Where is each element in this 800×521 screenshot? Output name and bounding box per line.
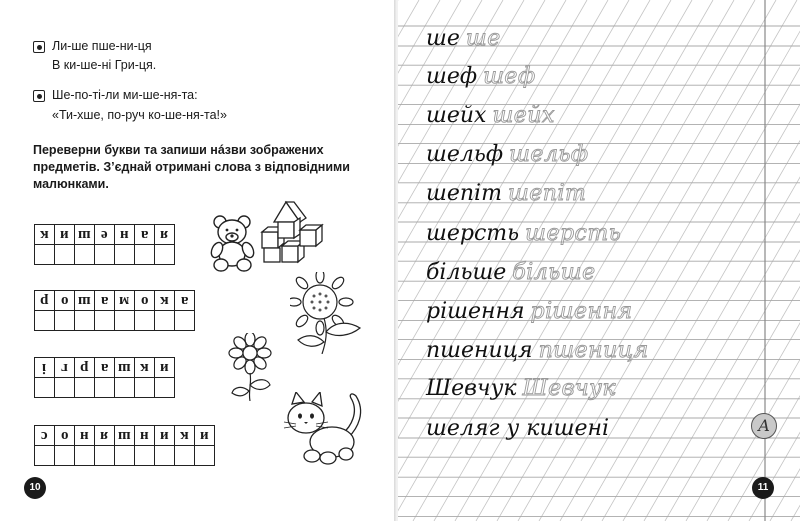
answer-cell[interactable] xyxy=(175,311,195,331)
grid-letter: г xyxy=(55,358,75,378)
daisy-icon xyxy=(228,333,274,401)
grid-letter: а xyxy=(135,225,155,245)
answer-cell[interactable] xyxy=(135,311,155,331)
grid-letter: ш xyxy=(115,358,135,378)
bullet-icon xyxy=(33,90,45,102)
answer-cell[interactable] xyxy=(75,446,95,466)
puzzle-grid-2 xyxy=(34,290,195,331)
answer-cell[interactable] xyxy=(155,378,175,398)
answer-cell[interactable] xyxy=(155,446,175,466)
kitten-icon xyxy=(282,392,368,466)
answer-cell[interactable] xyxy=(55,378,75,398)
answer-cell[interactable] xyxy=(115,245,135,265)
grid-letter: я xyxy=(95,426,115,446)
grid-letter: н xyxy=(115,225,135,245)
grid-letter: к xyxy=(135,358,155,378)
left-page xyxy=(0,0,395,521)
grid-letter: ш xyxy=(75,225,95,245)
writing-line-10: Шевчук Шевчук xyxy=(426,376,617,401)
answer-cell[interactable] xyxy=(195,446,215,466)
grid-letter: и xyxy=(195,426,215,446)
grid-letter: н xyxy=(135,426,155,446)
toy-blocks-icon xyxy=(258,200,324,266)
grid-letter: о xyxy=(135,291,155,311)
grid-letter: м xyxy=(115,291,135,311)
grid-letter: е xyxy=(95,225,115,245)
answer-cell[interactable] xyxy=(95,311,115,331)
puzzle-grid-3 xyxy=(34,357,175,398)
grid-letter: к xyxy=(35,225,55,245)
grid-letter: ш xyxy=(115,426,135,446)
answer-cell[interactable] xyxy=(95,446,115,466)
grid-letter: и xyxy=(155,358,175,378)
grid-letter: я xyxy=(155,225,175,245)
answer-cell[interactable] xyxy=(135,446,155,466)
answer-cell[interactable] xyxy=(35,311,55,331)
answer-cell[interactable] xyxy=(55,311,75,331)
sunflower-icon xyxy=(290,272,368,354)
answer-cell[interactable] xyxy=(75,378,95,398)
right-page xyxy=(398,0,800,521)
grid-letter: к xyxy=(175,426,195,446)
answer-cell[interactable] xyxy=(155,311,175,331)
answer-cell[interactable] xyxy=(115,378,135,398)
grid-letter: і xyxy=(35,358,55,378)
writing-line-6: шерсть шерсть xyxy=(426,221,622,246)
answer-cell[interactable] xyxy=(75,311,95,331)
answer-cell[interactable] xyxy=(95,378,115,398)
task-instructions: Переверни букви та запиши нáзви зображених предметів. З’єднай отримані слова з відповідними малюнками. xyxy=(33,143,350,191)
grid-letter: о xyxy=(55,426,75,446)
writing-line-8: рішення рішення xyxy=(426,299,633,324)
grid-letter: с xyxy=(35,426,55,446)
grid-letter: а xyxy=(175,291,195,311)
answer-cell[interactable] xyxy=(35,378,55,398)
rhyme1-line1: Ли-ше пше-ни-ця xyxy=(52,39,152,53)
rhyme1-line2: В ки-ше-ні Гри-ця. xyxy=(52,58,157,72)
rhyme2-line2: «Ти-хше, по-руч ко-ше-ня-та!» xyxy=(52,108,227,122)
answer-cell[interactable] xyxy=(175,446,195,466)
grid-letter: а xyxy=(95,291,115,311)
writing-line-2: шеф шеф xyxy=(426,64,536,89)
answer-cell[interactable] xyxy=(35,245,55,265)
rhyme2-line1: Ше-по-ті-ли ми-ше-ня-та: xyxy=(52,88,198,102)
grid-letter: н xyxy=(75,426,95,446)
answer-cell[interactable] xyxy=(155,245,175,265)
writing-line-1: ше ше xyxy=(426,26,501,51)
writing-line-4: шельф шельф xyxy=(426,142,589,167)
answer-cell[interactable] xyxy=(115,311,135,331)
grid-letter: р xyxy=(75,358,95,378)
grid-letter: и xyxy=(55,225,75,245)
grid-letter: о xyxy=(55,291,75,311)
puzzle-grid-1 xyxy=(34,224,175,265)
writing-line-11: шеляг у кишені xyxy=(426,416,609,441)
page-number-left: 10 xyxy=(24,477,46,499)
alphabet-tab-icon: А xyxy=(751,413,777,439)
grid-letter: р xyxy=(35,291,55,311)
answer-cell[interactable] xyxy=(135,378,155,398)
answer-cell[interactable] xyxy=(55,446,75,466)
answer-cell[interactable] xyxy=(135,245,155,265)
grid-letter: а xyxy=(95,358,115,378)
grid-letter: и xyxy=(155,426,175,446)
writing-line-9: пшениця пшениця xyxy=(426,338,649,363)
answer-cell[interactable] xyxy=(115,446,135,466)
grid-letter: к xyxy=(155,291,175,311)
grid-letter: ш xyxy=(75,291,95,311)
answer-cell[interactable] xyxy=(75,245,95,265)
answer-cell[interactable] xyxy=(95,245,115,265)
writing-line-7: більше більше xyxy=(426,260,596,285)
bullet-icon xyxy=(33,41,45,53)
writing-line-5: шепіт шепіт xyxy=(426,181,587,206)
answer-cell[interactable] xyxy=(55,245,75,265)
teddy-bear-icon xyxy=(208,214,260,272)
answer-cell[interactable] xyxy=(35,446,55,466)
puzzle-grid-4 xyxy=(34,425,215,466)
page-number-right: 11 xyxy=(752,477,774,499)
writing-line-3: шейх шейх xyxy=(426,103,555,128)
